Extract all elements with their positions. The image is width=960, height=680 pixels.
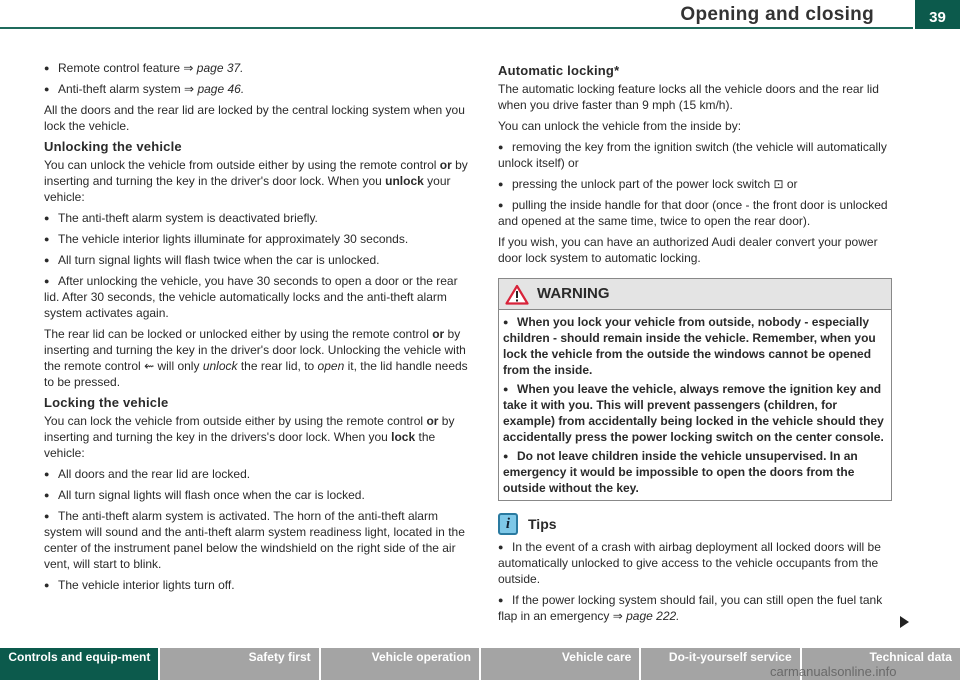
bullet-item <box>44 60 468 76</box>
warning-text: When you lock your vehicle from outside, nobody - especially children - should remain inside the vehicle. Remember, when you lock the vehicle from the outside the windows cannot be opened from the inside. <box>503 315 876 377</box>
bullet-item <box>498 176 892 192</box>
watermark: carmanualsonline.info <box>770 664 897 679</box>
nav-tab-vehicle-care[interactable]: Vehicle care <box>479 648 639 680</box>
chapter-title: Opening and closing <box>680 4 874 25</box>
text-segment: All turn signal lights will flash twice when the car is unlocked. <box>58 253 380 267</box>
text-segment: The vehicle interior lights illuminate for approximately 30 seconds. <box>58 232 409 246</box>
paragraph <box>44 157 468 205</box>
paragraph <box>44 413 468 461</box>
bullet-icon: ● <box>44 255 50 265</box>
bullet-item <box>498 139 892 171</box>
bullet-icon: ● <box>44 511 50 521</box>
bullet-icon: ● <box>498 595 504 605</box>
warning-text: Do not leave children inside the vehicle unsupervised. In an emergency it would be impossible to open the doors from the outside without the key. <box>503 449 858 495</box>
bullet-icon: ● <box>503 317 509 327</box>
text-segment: lock <box>391 430 416 444</box>
nav-tab-vehicle-operation[interactable]: Vehicle operation <box>319 648 479 680</box>
page-link[interactable]: page 222. <box>626 609 680 623</box>
text-segment: it, the lid handle needs to be pressed. <box>44 359 468 389</box>
bullet-item <box>44 252 468 268</box>
text-segment: the rear lid, to <box>237 359 318 373</box>
page-link[interactable]: page 46. <box>197 82 245 96</box>
bullet-icon: ● <box>498 142 504 152</box>
bullet-icon: ● <box>498 179 504 189</box>
section-heading <box>44 395 468 411</box>
bullet-icon: ● <box>44 213 50 223</box>
bullet-item <box>44 577 468 593</box>
bullet-item <box>44 273 468 321</box>
page-link[interactable]: page 37. <box>196 61 244 75</box>
text-segment: The anti-theft alarm system is deactivated briefly. <box>58 211 318 225</box>
tip-item <box>498 539 892 587</box>
bullet-icon: ● <box>44 234 50 244</box>
text-segment: All doors and the rear lid are locked. <box>58 467 251 481</box>
text-segment: removing the key from the ignition switch (the vehicle will automatically unlock itself) or <box>498 140 887 170</box>
warning-item <box>503 314 887 378</box>
bullet-item <box>498 197 892 229</box>
nav-tab-do-it-yourself-service[interactable]: Do-it-yourself service <box>639 648 799 680</box>
text-segment: In the event of a crash with airbag deployment all locked doors will be automatically unlocked to give access to the vehicle occupants from the outside. <box>498 540 881 586</box>
text-segment: pressing the unlock part of the power lock switch <box>512 177 774 191</box>
bullet-icon: ● <box>503 451 509 461</box>
tip-item <box>498 592 892 624</box>
bullet-icon: ● <box>44 580 50 590</box>
text-segment: Automatic locking* <box>498 63 620 78</box>
text-segment: open <box>317 359 345 373</box>
paragraph <box>498 118 892 134</box>
text-segment: After unlocking the vehicle, you have 30 seconds to open a door or the rear lid. After 30 seconds, the vehicle automatically locks and the anti-theft alarm system activates again. <box>44 274 458 320</box>
text-segment: unlock <box>385 174 424 188</box>
bullet-item <box>44 81 468 97</box>
text-segment: You can unlock the vehicle from outside either by using the remote control <box>44 158 440 172</box>
text-segment: You can unlock the vehicle from the inside by: <box>498 119 742 133</box>
paragraph <box>44 326 468 390</box>
text-segment: by inserting and turning the key in the driver's door lock. When you <box>44 158 468 188</box>
tips-header <box>498 513 892 535</box>
arrow-ref-icon: ⇒ <box>183 61 197 75</box>
page-number: 39 <box>915 0 960 29</box>
paragraph <box>498 81 892 113</box>
bullet-icon: ● <box>44 63 50 73</box>
paragraph <box>44 102 468 134</box>
text-segment: The anti-theft alarm system is activated. The horn of the anti-theft alarm system will sound and the anti-theft alarm system readiness light, located in the center of the instrument panel below the windshield on the right side of the air vent, will start to blink. <box>44 509 465 571</box>
warning-triangle-icon <box>505 284 529 305</box>
text-segment: All the doors and the rear lid are locked by the central locking system when you lock the vehicle. <box>44 103 465 133</box>
warning-item <box>503 448 887 496</box>
bullet-icon: ● <box>44 276 50 286</box>
text-segment: Remote control feature <box>58 61 184 75</box>
nav-tab-controls-and-equip-ment[interactable]: Controls and equip-ment <box>0 648 158 680</box>
text-segment: All turn signal lights will flash once when the car is locked. <box>58 488 365 502</box>
header-rule <box>0 27 913 29</box>
arrow-ref-icon: ⇒ <box>612 609 627 623</box>
remote-key-icon: ⇜ <box>144 359 155 373</box>
text-segment: the vehicle: <box>44 430 436 460</box>
bullet-icon: ● <box>503 384 509 394</box>
bullet-item <box>44 487 468 503</box>
bullet-item <box>44 508 468 572</box>
nav-tab-safety-first[interactable]: Safety first <box>158 648 318 680</box>
power-lock-switch-icon: ⊡ <box>773 177 784 191</box>
bullet-icon: ● <box>44 490 50 500</box>
paragraph <box>498 234 892 266</box>
bullet-item <box>44 466 468 482</box>
bullet-icon: ● <box>498 542 504 552</box>
text-segment: will only <box>154 359 203 373</box>
warning-box <box>498 278 892 501</box>
text-segment: Locking the vehicle <box>44 395 169 410</box>
text-segment: pulling the inside handle for that door (once - the front door is unlocked and opened at the same time, twice to open the rear door). <box>498 198 888 228</box>
arrow-ref-icon: ⇒ <box>184 82 198 96</box>
text-segment: by inserting and turning the key in the drivers's door lock. When you <box>44 414 455 444</box>
text-segment: The automatic locking feature locks all the vehicle doors and the rear lid when you drive faster than 9 mph (15 km/h). <box>498 82 879 112</box>
right-column <box>498 60 892 629</box>
text-segment: unlock <box>202 359 238 373</box>
warning-text: When you leave the vehicle, always remove the ignition key and take it with you. This will prevent passengers (children, for example) from accidentally being locked in the vehicle should they accidentally press the power locking switch on the center console. <box>503 382 884 444</box>
bullet-icon: ● <box>44 84 50 94</box>
text-segment: or <box>432 327 445 341</box>
section-heading <box>498 63 892 79</box>
left-column <box>44 60 468 598</box>
warning-item <box>503 381 887 445</box>
nav-tab-technical-data[interactable]: Technical data <box>800 648 960 680</box>
text-segment: Unlocking the vehicle <box>44 139 182 154</box>
bullet-icon: ● <box>498 200 504 210</box>
tips-title: Tips <box>528 516 557 532</box>
bullet-item <box>44 231 468 247</box>
continue-arrow-icon <box>900 616 909 628</box>
section-heading <box>44 139 468 155</box>
text-segment: or <box>439 158 452 172</box>
text-segment: Anti-theft alarm system <box>58 82 185 96</box>
text-segment: The rear lid can be locked or unlocked either by using the remote control <box>44 327 433 341</box>
text-segment: The vehicle interior lights turn off. <box>58 578 235 592</box>
text-segment: You can lock the vehicle from outside either by using the remote control <box>44 414 427 428</box>
text-segment: or <box>426 414 439 428</box>
text-segment: your vehicle: <box>44 174 451 204</box>
text-segment: by inserting and turning the key in the driver's door lock. Unlocking the vehicle with the remote control <box>44 327 466 373</box>
info-icon: i <box>498 513 518 535</box>
bullet-icon: ● <box>44 469 50 479</box>
warning-header <box>499 279 891 310</box>
warning-title: WARNING <box>537 285 610 302</box>
text-segment: If you wish, you can have an authorized Audi dealer convert your power door lock system to automatic locking. <box>498 235 878 265</box>
bullet-item <box>44 210 468 226</box>
text-segment: If the power locking system should fail, you can still open the fuel tank flap in an emergency <box>498 593 883 623</box>
text-segment: or <box>783 177 798 191</box>
